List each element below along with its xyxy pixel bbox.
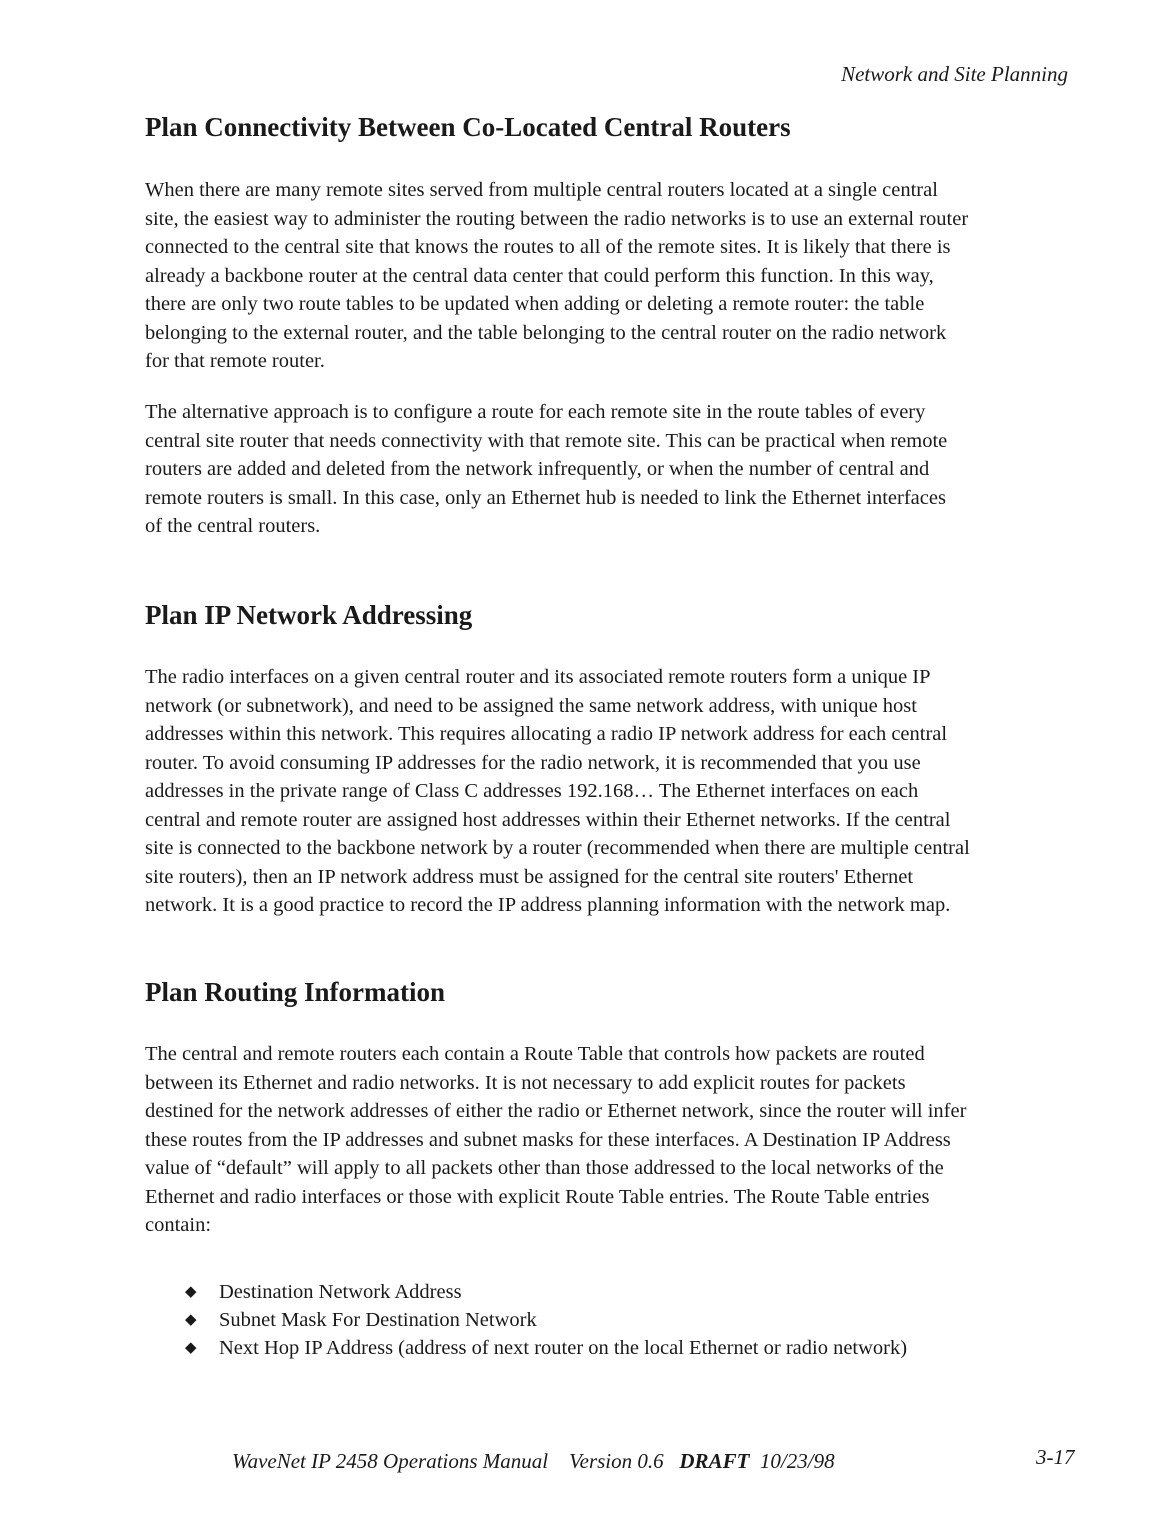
text-line: The central and remote routers each contain a Route Table that controls how packets are routed — [145, 1043, 925, 1065]
text-line: destined for the network addresses of either the radio or Ethernet network, since the router will infer — [145, 1100, 967, 1122]
text-line: value of “default” will apply to all packets other than those addressed to the local networks of the — [145, 1157, 944, 1179]
list-item-text: Destination Network Address — [219, 1281, 462, 1303]
text-line: belonging to the external router, and the table belonging to the central router on the radio network — [145, 321, 947, 344]
footer-draft: DRAFT — [679, 1449, 750, 1473]
list-item — [185, 1278, 907, 1306]
list-item — [185, 1306, 907, 1334]
text-line: of the central routers. — [145, 515, 321, 537]
text-line: there are only two route tables to be updated when adding or deleting a remote router: the table — [145, 293, 925, 315]
page-number: 3-17 — [1036, 1445, 1075, 1469]
text-line: these routes from the IP addresses and subnet masks for these interfaces. A Destination IP Address — [145, 1128, 951, 1151]
text-line: addresses in the private range of Class C addresses 192.168… The Ethernet interfaces on each — [145, 780, 919, 802]
text-line: router. To avoid consuming IP addresses for the radio network, it is recommended that you use — [145, 751, 921, 774]
route-table-entries-list — [185, 1278, 907, 1362]
text-line: connected to the central site that knows the routes to all of the remote sites. It is likely that there is — [145, 236, 951, 258]
text-line: The radio interfaces on a given central router and its associated remote routers form a unique IP — [145, 666, 931, 688]
footer-version: Version 0.6 — [569, 1449, 664, 1473]
text-line: between its Ethernet and radio networks. It is not necessary to add explicit routes for packets — [145, 1071, 906, 1094]
running-head: Network and Site Planning — [841, 62, 1068, 86]
text-line: The alternative approach is to configure a route for each remote site in the route tables of every — [145, 401, 926, 423]
text-line: central site router that needs connectivity with that remote site. This can be practical when remote — [145, 429, 948, 452]
text-line: remote routers is small. In this case, only an Ethernet hub is needed to link the Ethernet interfaces — [145, 486, 946, 509]
text-line: network (or subnetwork), and need to be assigned the same network address, with unique host — [145, 694, 917, 717]
text-line: routers are added and deleted from the network infrequently, or when the number of central and — [145, 458, 930, 480]
list-item-text: Subnet Mask For Destination Network — [219, 1309, 537, 1331]
text-line: site is connected to the backbone network by a router (recommended when there are multiple central — [145, 837, 970, 859]
footer-manual: WaveNet IP 2458 Operations Manual — [232, 1449, 549, 1473]
section-heading-connectivity: Plan Connectivity Between Co-Located Central Routers — [145, 112, 791, 142]
section-heading-routing: Plan Routing Information — [145, 977, 446, 1007]
paragraph — [145, 1040, 966, 1240]
diamond-bullet-icon: ◆ — [185, 1312, 197, 1328]
text-line: contain: — [145, 1214, 212, 1236]
list-item-text: Next Hop IP Address (address of next router on the local Ethernet or radio network) — [219, 1337, 908, 1359]
list-item — [185, 1334, 907, 1362]
text-line: site, the easiest way to administer the routing between the radio networks is to use an external router — [145, 207, 969, 230]
paragraph — [145, 663, 970, 920]
text-line: Ethernet and radio interfaces or those with explicit Route Table entries. The Route Table entries — [145, 1185, 930, 1208]
section-heading-ip-addressing: Plan IP Network Addressing — [145, 600, 473, 630]
text-line: central and remote router are assigned host addresses within their Ethernet networks. If the central — [145, 808, 951, 831]
text-line: network. It is a good practice to record the IP address planning information with the network map. — [145, 894, 951, 916]
text-line: already a backbone router at the central data center that could perform this function. In this way, — [145, 264, 934, 287]
paragraph — [145, 398, 947, 541]
footer-date: 10/23/98 — [759, 1449, 835, 1473]
diamond-bullet-icon: ◆ — [185, 1284, 197, 1300]
text-line: When there are many remote sites served from multiple central routers located at a single central — [145, 179, 938, 201]
text-line: site routers), then an IP network address must be assigned for the central site routers' Ethernet — [145, 865, 914, 888]
diamond-bullet-icon: ◆ — [185, 1340, 197, 1356]
text-line: for that remote router. — [145, 350, 325, 372]
footer — [232, 1449, 835, 1474]
text-line: addresses within this network. This requires allocating a radio IP network address for each central — [145, 723, 948, 745]
paragraph — [145, 176, 968, 376]
